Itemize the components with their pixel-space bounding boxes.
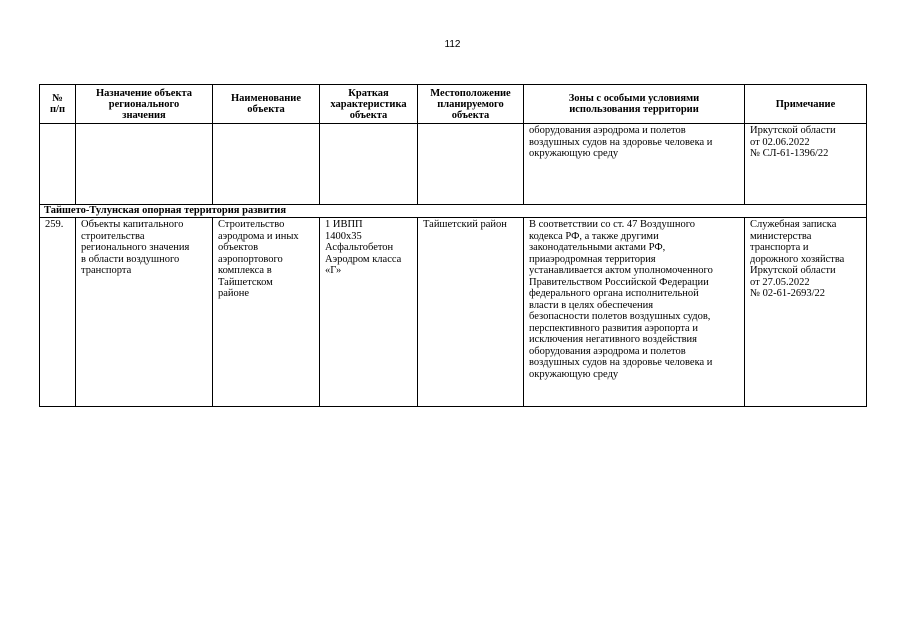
cell-location [418,218,524,407]
objects-table [39,84,867,407]
cell-characteristics [320,124,418,205]
header-purpose [76,85,213,124]
header-name [213,85,320,124]
header-zones [524,85,745,124]
note-text: Иркутской области от 02.06.2022 № СЛ-61-1396/22 [750,125,836,159]
cell-purpose [76,124,213,205]
cell-zones [524,218,745,407]
header-note-label: Примечание [775,98,836,110]
cell-number [40,218,76,407]
table-row [40,218,867,407]
cell-name [213,124,320,205]
cell-note [745,124,867,205]
purpose-text: Объекты капитального строительства регионального значения в области воздушного транспорта [81,219,190,276]
header-zones-label: Зоны с особыми условиями использования территории [568,93,700,115]
header-name-label: Наименование объекта [231,93,301,115]
cell-number [40,124,76,205]
page-number: 112 [444,39,461,50]
header-number [40,85,76,124]
name-text: Строительство аэродрома и иных объектов аэропортового комплекса в Тайшетском районе [218,219,299,299]
header-note [745,85,867,124]
header-characteristics-label: Краткая характеристика объекта [330,87,407,121]
characteristics-text: 1 ИВПП 1400х35 Асфальтобетон Аэродром класса «Г» [325,219,402,276]
header-location-label: Местоположение планируемого объекта [430,87,511,121]
note-text: Служебная записка министерства транспорта и дорожного хозяйства Иркутской области от 27.05.2022 № 02-61-2693/22 [750,219,845,299]
table-row-continuation [40,124,867,205]
zones-text: оборудования аэродрома и полетов воздушных судов на здоровье человека и окружающую среду [529,125,713,159]
cell-note [745,218,867,407]
header-characteristics [320,85,418,124]
cell-name [213,218,320,407]
cell-characteristics [320,218,418,407]
zones-text: В соответствии со ст. 47 Воздушного кодекса РФ, а также другими законодательными актами РФ, приаэродромная территория устанавливается актом уполномоченного Правительством Российской Федерации федерального органа исполнительной власти в целях обеспечения безопасности полетов воздушных судов, перспективного развития аэропорта и исключения негативного воздействия оборудования аэродрома и полетов воздушных судов на здоровье человека и окружающую среду [529,219,713,380]
section-row [40,205,867,218]
table-header-row [40,85,867,124]
cell-zones [524,124,745,205]
header-location [418,85,524,124]
cell-location [418,124,524,205]
cell-purpose [76,218,213,407]
header-purpose-label: Назначение объекта регионального значения [95,87,193,121]
header-number-label: № п/п [49,93,66,115]
section-title: Тайшето-Тулунская опорная территория развития [40,205,867,218]
row-number: 259. [45,219,64,230]
location-text: Тайшетский район [423,219,507,230]
